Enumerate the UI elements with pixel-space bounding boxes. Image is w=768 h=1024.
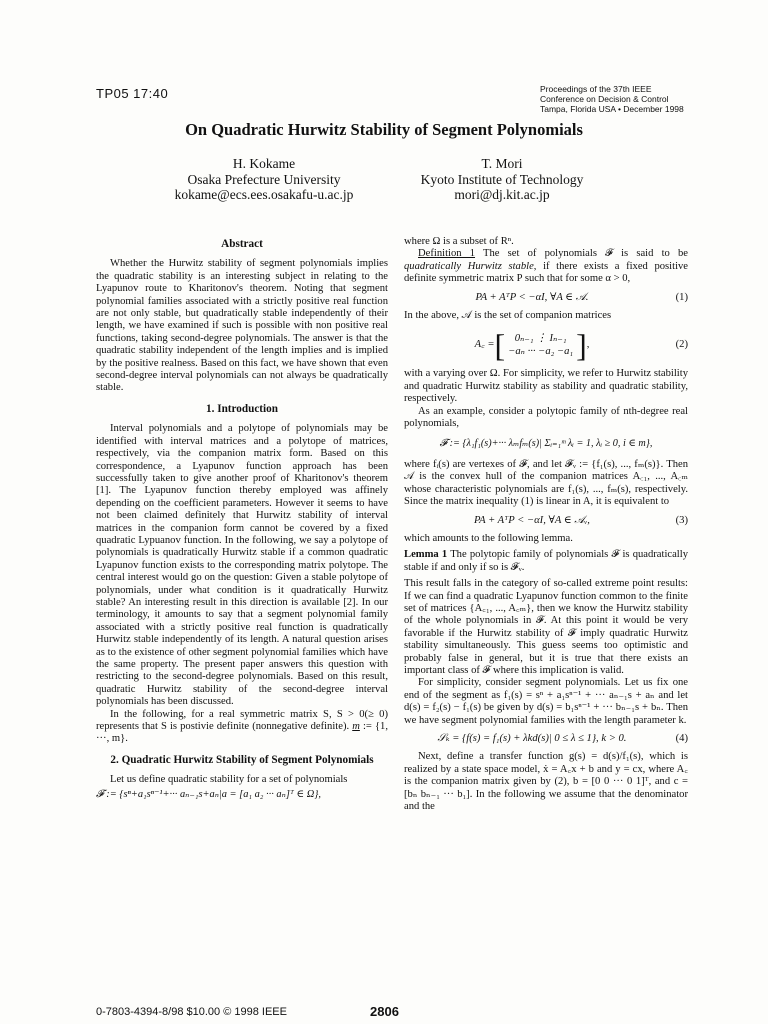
proceedings-line: Proceedings of the 37th IEEE bbox=[540, 84, 652, 94]
proceedings-line: Tampa, Florida USA • December 1998 bbox=[540, 104, 684, 114]
notation-tail: := {1, ···, m}. bbox=[96, 721, 388, 745]
equation-2 bbox=[404, 327, 688, 364]
equation-3-body: PA + AᵀP < −αI, ∀A ∈ 𝒜ᵥ, bbox=[474, 514, 590, 526]
section2-heading: 2. Quadratic Hurwitz Stability of Segment Polynomials bbox=[110, 753, 374, 766]
intro-paragraph: Interval polynomials and a polytope of polynomials may be identified with interval matrices and a polytope of matrices, respectively, via the companion matrix form. Based on this correspondence, a Lyapunov function approach has been successfully taken to give another proof of Kharitonov's theorem [1]. The Lyapunov function thereby employed was affinely depending on the coefficient parameters. However it seems to have not been claimed definitely that Hurwitz stability of interval matrices in the companion form cannot be covered by a fixed quadratic Lypuanov function. In the following, we say a polytope of polynomials is quadratically Hurwitz stable if a common quadratic Lyapunov function exists to the corresponding matrix polytope. The central interest would go on the question: Given a stable polytope of polynomials, under what condition is it quadratically Hurwitz stable? An interesting result in this direction is available [2]. In our terminology, it amounts to say that a segment polynomial family associated with a strictly positive real function is quadratically Hurwitz stable independently of its length. A natural question arises as to the existence of other segment polynomial families which have the same property. The present paper answers this question with restricting to the second-degree polynomials. Based on this result, quadratic Hurwitz stability of the second-degree interval polynomials has been discussed. bbox=[96, 423, 388, 708]
definition-text-b: , if there exists a fixed positive definite symmetric matrix P such that for some α > 0, bbox=[404, 260, 689, 285]
transfer-function-text: Next, define a transfer function g(s) = d(s)/f₁(s), which is realized by a state space model, ẋ = A꜀x + b and y = cx, where A꜀ is the companion matrix given by (2), b = [0 0 ··· 0 1]ᵀ, and c = [bₙ bₙ₋₁ ··· b₁]. In the following we assume that the denominator and the bbox=[404, 751, 688, 813]
segment-text: For simplicity, consider segment polynomials. Let us fix one end of the segment as f₁(s) = sⁿ + a₁sⁿ⁻¹ + ··· aₙ₋₁s + aₙ and let d(s) = f₂(s) − f₁(s) be given by d(s) = b₁sⁿ⁻¹ + ··· bₙ₋₁s + bₙ. Then we have segment polynomial families with the length parameter k. bbox=[404, 677, 688, 726]
equation-1-number: (1) bbox=[675, 291, 688, 303]
matrix-row: −aₙ ··· −a₂ −a₁ bbox=[508, 346, 574, 358]
author-affiliation: Kyoto Institute of Technology bbox=[420, 171, 584, 187]
proceedings-line: Conference on Decision & Control bbox=[540, 94, 669, 104]
right-column bbox=[404, 236, 688, 813]
author-email: mori@dj.kit.ac.jp bbox=[454, 187, 550, 202]
example-text: As an example, consider a polytopic family of nth-degree real polynomials, bbox=[404, 405, 688, 430]
author-block bbox=[372, 156, 632, 203]
extreme-point-text: This result falls in the category of so-called extreme point results: If we can find a quadratic Lyapunov function common to the finite set of matrices {A꜀₁, ..., A꜀ₘ}, then we know the Hurwitz stability of the whole polynomials in 𝓕. At this point it would be very favorable if the Hurwitz stability of 𝓕 imply quadratic Hurwitz stability simultaneously. This guess seems too optimistic and probably false in general, but it is true that there exists an important class of 𝓕 where this implication is valid. bbox=[404, 578, 688, 676]
equation-4-number: (4) bbox=[675, 733, 688, 744]
author-block bbox=[134, 156, 394, 203]
equation-2-lhs: A꜀ = bbox=[474, 339, 495, 351]
lemma-label: Lemma 1 bbox=[404, 549, 448, 561]
notation-text: In the following, for a real symmetric matrix S, S > 0(≥ 0) represents that S is postivie definite (nonnegative definite). bbox=[96, 708, 388, 733]
varying-text: with a varying over Ω. For simplicity, we refer to Hurwitz stability and quadratic Hurwitz stability as stability and quadratic stability, respectively. bbox=[404, 368, 688, 405]
author-email: kokame@ecs.ees.osakafu-u.ac.jp bbox=[174, 187, 354, 202]
equation-3 bbox=[404, 515, 688, 527]
lemma-text: The polytopic family of polynomials 𝓕 is quadratically stable if and only if so is 𝓕ᵥ. bbox=[404, 549, 688, 573]
lemma-1 bbox=[404, 549, 688, 574]
author-name: T. Mori bbox=[481, 156, 523, 171]
equation-4 bbox=[404, 733, 688, 745]
companion-text: In the above, 𝒜 is the set of companion matrices bbox=[404, 310, 612, 322]
footer-isbn: 0-7803-4394-8/98 $10.00 © 1998 IEEE bbox=[96, 1006, 287, 1018]
definition-text-a: The set of polynomials 𝓕 is said to be bbox=[475, 248, 688, 260]
definition-1 bbox=[404, 248, 688, 285]
equation-1 bbox=[404, 292, 688, 304]
section2-text: Let us define quadratic stability for a set of polynomials bbox=[110, 774, 348, 786]
amounts-text: which amounts to the following lemma. bbox=[404, 532, 573, 544]
paper-title: On Quadratic Hurwitz Stability of Segment Polynomials bbox=[185, 120, 583, 139]
abstract-heading: Abstract bbox=[221, 238, 263, 250]
equation-3-number: (3) bbox=[675, 514, 688, 526]
definition-label: Definition 1 bbox=[418, 248, 476, 260]
equation-polytope bbox=[404, 438, 688, 450]
abstract-text: Whether the Hurwitz stability of segment polynomials implies the quadratic stability is an interesting subject in relating to the Lyapunov route to Kharitonov's theorem. Noting that segment polynomial families associated with a strictly positive real function are not only stable, but quadratically stable independently of their length, we have examined if such is possible with non positive real functions, taking second-degree polynomials. The answer is that the quadratic stability independent of the length implies and is implied by the positive realness. Based on this fact, we have shown that even second-degree interval polynomials can not always be quadratically stable. bbox=[96, 258, 388, 394]
left-column bbox=[96, 236, 388, 801]
equation-polytope-body: 𝓕 := {λ₁f₁(s)+··· λₘfₘ(s)| Σᵢ₌₁ᵐ λᵢ = 1, λᵢ ≥ 0, i ∈ m}, bbox=[439, 438, 653, 450]
omega-text: where Ω is a subset of Rⁿ. bbox=[404, 236, 514, 247]
equation-family: 𝓕 := {sⁿ+a₁sⁿ⁻¹+··· aₙ₋₁s+aₙ|a = [a₁ a₂ ··· aₙ]ᵀ ∈ Ω}, bbox=[96, 788, 322, 800]
equation-1-body: PA + AᵀP < −αI, ∀A ∈ 𝒜. bbox=[475, 291, 589, 303]
notation-m: m bbox=[352, 721, 360, 733]
vertex-text: where fᵢ(s) are vertexes of 𝓕, and let 𝓕ᵥ := {f₁(s), ..., fₘ(s)}. Then 𝒜 is the convex hull of the companion matrices A꜀₁, ..., A꜀ₘ whose characteristic polynomials are f₁(s), ..., fₘ(s), respectively. Since the matrix inequality (1) is linear in A, it is equivalent to bbox=[404, 458, 688, 508]
matrix-row: 0ₙ₋₁ ⋮ Iₙ₋₁ bbox=[514, 333, 567, 345]
intro-heading: 1. Introduction bbox=[206, 402, 278, 415]
equation-4-body: 𝒮ₖ = {f(s) = f₁(s) + λkd(s)| 0 ≤ λ ≤ 1}, k > 0. bbox=[437, 733, 627, 744]
equation-2-number: (2) bbox=[675, 339, 688, 351]
proceedings-info bbox=[540, 84, 684, 114]
definition-term: quadratically Hurwitz stable bbox=[404, 260, 534, 272]
intro-paragraph-notation bbox=[96, 709, 388, 746]
equation-2-body: A꜀ = [ 0ₙ₋₁ ⋮ Iₙ₋₁ −aₙ ··· −a₂ −a₁ ] , bbox=[474, 327, 590, 364]
session-label: TP05 17:40 bbox=[96, 86, 169, 101]
author-name: H. Kokame bbox=[232, 156, 296, 171]
author-affiliation: Osaka Prefecture University bbox=[187, 171, 341, 187]
page-number: 2806 bbox=[370, 1004, 399, 1019]
